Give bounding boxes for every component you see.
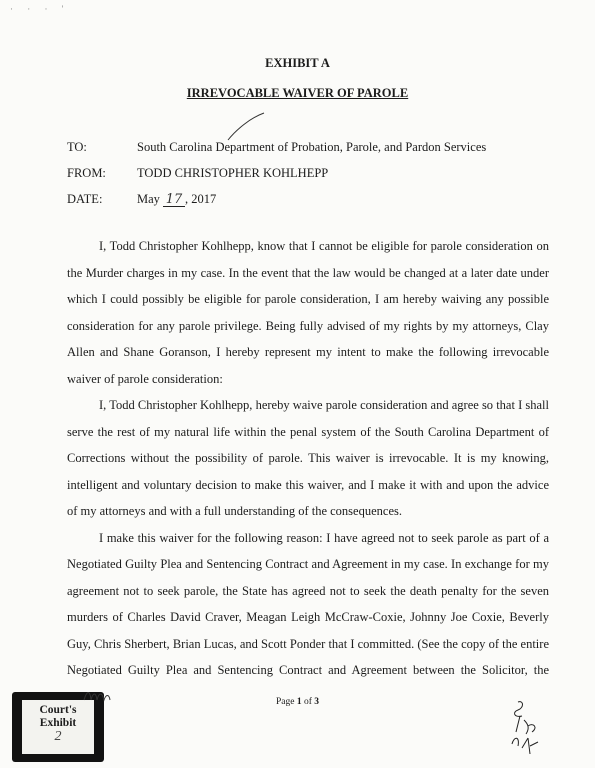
pen-stroke-mark xyxy=(226,112,266,142)
exhibit-title: EXHIBIT A xyxy=(265,56,330,70)
paragraph-1: I, Todd Christopher Kohlhepp, know that I cannot be eligible for parole consideration on the Murder charges in my case. In the event that the law would be changed at a later date under which I could possibly be eligible for parole consideration, I am hereby waiving any possible consideration for any parole privilege. Being fully advised of my rights by my attorneys, Clay Allen and Shane Goranson, I hereby represent my intent to make the following irrevocable waiver of parole consideration: xyxy=(67,239,549,386)
page-of: of xyxy=(303,697,312,707)
waiver-body xyxy=(67,233,549,710)
memo-from-value: TODD CHRISTOPHER KOHLHEPP xyxy=(137,166,329,180)
paragraph-2: I, Todd Christopher Kohlhepp, hereby waive parole consideration and agree so that I shall serve the rest of my natural life within the penal system of the South Carolina Department of Corrections without the possibility of parole. This waiver is irrevocable. It is my knowing, intelligent and voluntary decision to make this waiver, and I make it with and upon the advice of my attorneys and with a full understanding of the consequences. xyxy=(67,398,549,518)
stamp-line-1: Court's xyxy=(39,704,77,716)
stamp-line-2: Exhibit xyxy=(39,717,77,729)
memo-date-label: DATE: xyxy=(67,192,103,206)
memo-date-year: , 2017 xyxy=(185,192,217,206)
scan-specks: · · · ' xyxy=(10,4,70,14)
memo-to-label: TO: xyxy=(67,140,87,154)
court-exhibit-label-area xyxy=(22,700,94,754)
page-total: 3 xyxy=(314,697,319,707)
stamp-exhibit-number: 2 xyxy=(54,729,62,744)
memo-date-row xyxy=(67,192,216,207)
stamp-initials-handwritten xyxy=(82,688,112,706)
document-title: IRREVOCABLE WAIVER OF PAROLE xyxy=(186,86,409,100)
memo-to-value: South Carolina Department of Probation, Parole, and Pardon Services xyxy=(137,140,487,154)
page-prefix: Page xyxy=(275,697,295,707)
memo-to-row xyxy=(67,140,486,155)
signature-initials-handwritten xyxy=(510,698,570,758)
memo-date-day-handwritten: 17 xyxy=(163,193,185,207)
page-current: 1 xyxy=(296,697,302,707)
paragraph-3: I make this waiver for the following reason: I have agreed not to seek parole as part of a Negotiated Guilty Plea and Sentencing Contract and Agreement in my case. In exchange for my agreement not to seek parole, the State has agreed not to seek the death penalty for the seven murders of Charles David Craver, Meagan Leigh McCraw-Coxie, Johnny Joe Coxie, Beverly Guy, Chris Sherbert, Brian Lucas, and Scott Ponder that I committed. (See the copy of the entire Negotiated Guilty Plea and Sentencing Contract and Agreement between the Solicitor, the xyxy=(67,530,549,677)
memo-from-label: FROM: xyxy=(67,166,106,180)
memo-date-month: May xyxy=(137,192,160,206)
memo-from-row xyxy=(67,166,328,181)
